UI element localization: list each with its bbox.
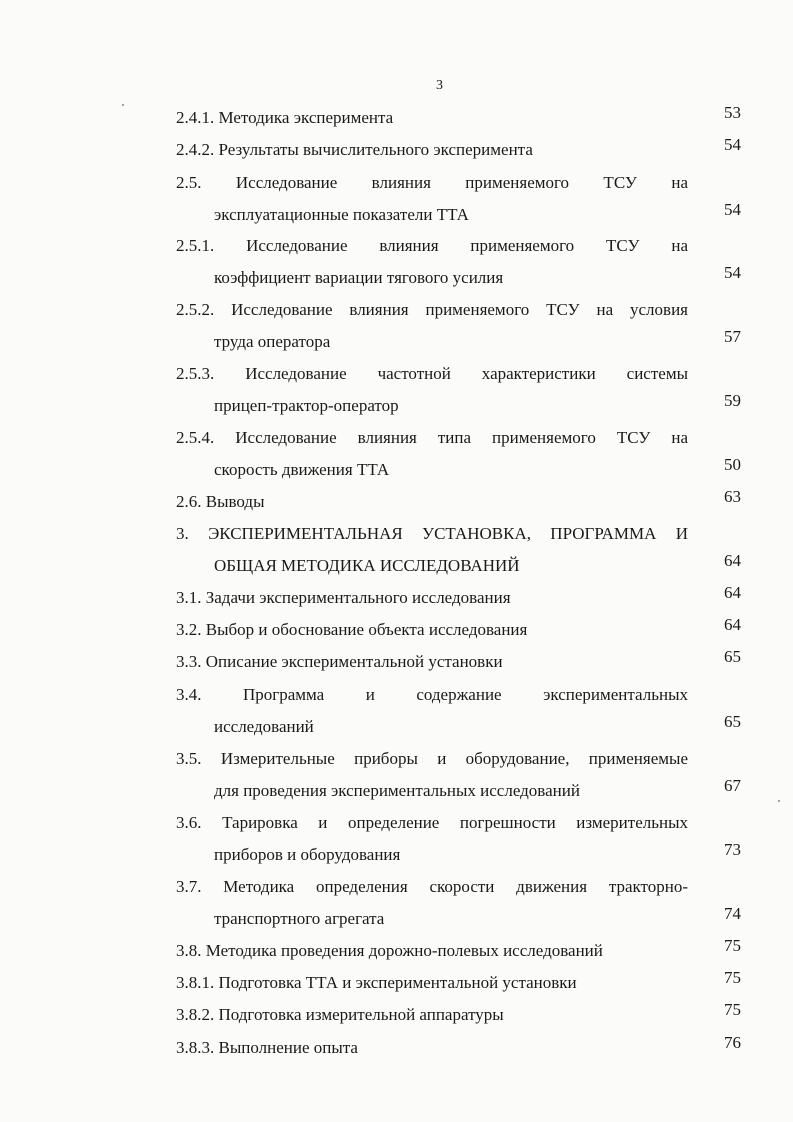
toc-entry-page: 50 xyxy=(724,455,741,474)
toc-entry-page: 67 xyxy=(724,776,741,795)
toc-entry-title: 3.8. Методика проведения дорожно-полевых исследований xyxy=(176,941,603,960)
toc-entry-page: 59 xyxy=(724,391,741,410)
toc-entry-title: 2.5. Исследование влияния применяемого ТСУ на xyxy=(176,173,688,192)
toc-entry-title: 3. ЭКСПЕРИМЕНТАЛЬНАЯ УСТАНОВКА, ПРОГРАММА И xyxy=(176,524,688,543)
toc-entry-title: 3.7. Методика определения скорости движения тракторно- xyxy=(176,877,688,896)
toc-entry-page: 74 xyxy=(724,904,741,923)
toc-entry-title-continuation: скорость движения ТТА xyxy=(214,460,390,479)
toc-entry-title: 3.8.3. Выполнение опыта xyxy=(176,1038,358,1057)
toc-entry-page: 75 xyxy=(724,968,741,987)
toc-entry-title-continuation: прицеп-трактор-оператор xyxy=(214,396,399,415)
toc-entry-title: 2.5.3. Исследование частотной характеристики системы xyxy=(176,364,688,383)
page-number: 3 xyxy=(436,78,443,93)
toc-entry-page: 65 xyxy=(724,647,741,666)
toc-entry-page: 57 xyxy=(724,327,741,346)
toc-entry-title-continuation: для проведения экспериментальных исследований xyxy=(214,781,580,800)
toc-entry-title: 3.8.1. Подготовка ТТА и экспериментальной установки xyxy=(176,973,577,992)
toc-entry-page: 63 xyxy=(724,487,741,506)
toc-entry-title: 2.5.1. Исследование влияния применяемого ТСУ на xyxy=(176,236,688,255)
toc-entry-page: 75 xyxy=(724,936,741,955)
toc-entry-title-continuation: исследований xyxy=(214,717,314,736)
toc-entry-title: 3.2. Выбор и обоснование объекта исследования xyxy=(176,620,528,639)
toc-entry-title: 3.8.2. Подготовка измерительной аппаратуры xyxy=(176,1005,504,1024)
toc-entry-page: 73 xyxy=(724,840,741,859)
toc-entry-page: 76 xyxy=(724,1033,741,1052)
toc-entry-title: 2.5.4. Исследование влияния типа применяемого ТСУ на xyxy=(176,428,688,447)
toc-entry-page: 75 xyxy=(724,1000,741,1019)
toc-entry-title: 2.4.1. Методика эксперимента xyxy=(176,108,394,127)
toc-entry-page: 64 xyxy=(724,551,741,570)
toc-entry-title: 2.4.2. Результаты вычислительного эксперимента xyxy=(176,140,533,159)
toc-entry-title: 2.6. Выводы xyxy=(176,492,265,511)
toc-entry-title: 3.1. Задачи экспериментального исследования xyxy=(176,588,511,607)
toc-entry-title: 2.5.2. Исследование влияния применяемого ТСУ на условия xyxy=(176,300,688,319)
toc-entry-title-continuation: приборов и оборудования xyxy=(214,845,401,864)
toc-entry-title-continuation: коэффициент вариации тягового усилия xyxy=(214,268,504,287)
toc-entry-title-continuation: труда оператора xyxy=(214,332,331,351)
toc-entry-page: 64 xyxy=(724,615,741,634)
toc-entry-title-continuation: транспортного агрегата xyxy=(214,909,385,928)
toc-entry-title-continuation: ОБЩАЯ МЕТОДИКА ИССЛЕДОВАНИЙ xyxy=(214,556,520,575)
toc-entry-page: 53 xyxy=(724,103,741,122)
toc-entry-page: 65 xyxy=(724,712,741,731)
toc-entry-title-continuation: эксплуатационные показатели ТТА xyxy=(214,205,469,224)
toc-entry-title: 3.5. Измерительные приборы и оборудование, применяемые xyxy=(176,749,688,768)
toc-entry-title: 3.6. Тарировка и определение погрешности измерительных xyxy=(176,813,688,832)
toc-entry-title: 3.3. Описание экспериментальной установки xyxy=(176,652,503,671)
toc-entry-page: 54 xyxy=(724,135,741,154)
toc-entry-title: 3.4. Программа и содержание экспериментальных xyxy=(176,685,688,704)
toc-entry-page: 54 xyxy=(724,263,741,282)
toc-entry-page: 64 xyxy=(724,583,741,602)
toc-entry-page: 54 xyxy=(724,200,741,219)
